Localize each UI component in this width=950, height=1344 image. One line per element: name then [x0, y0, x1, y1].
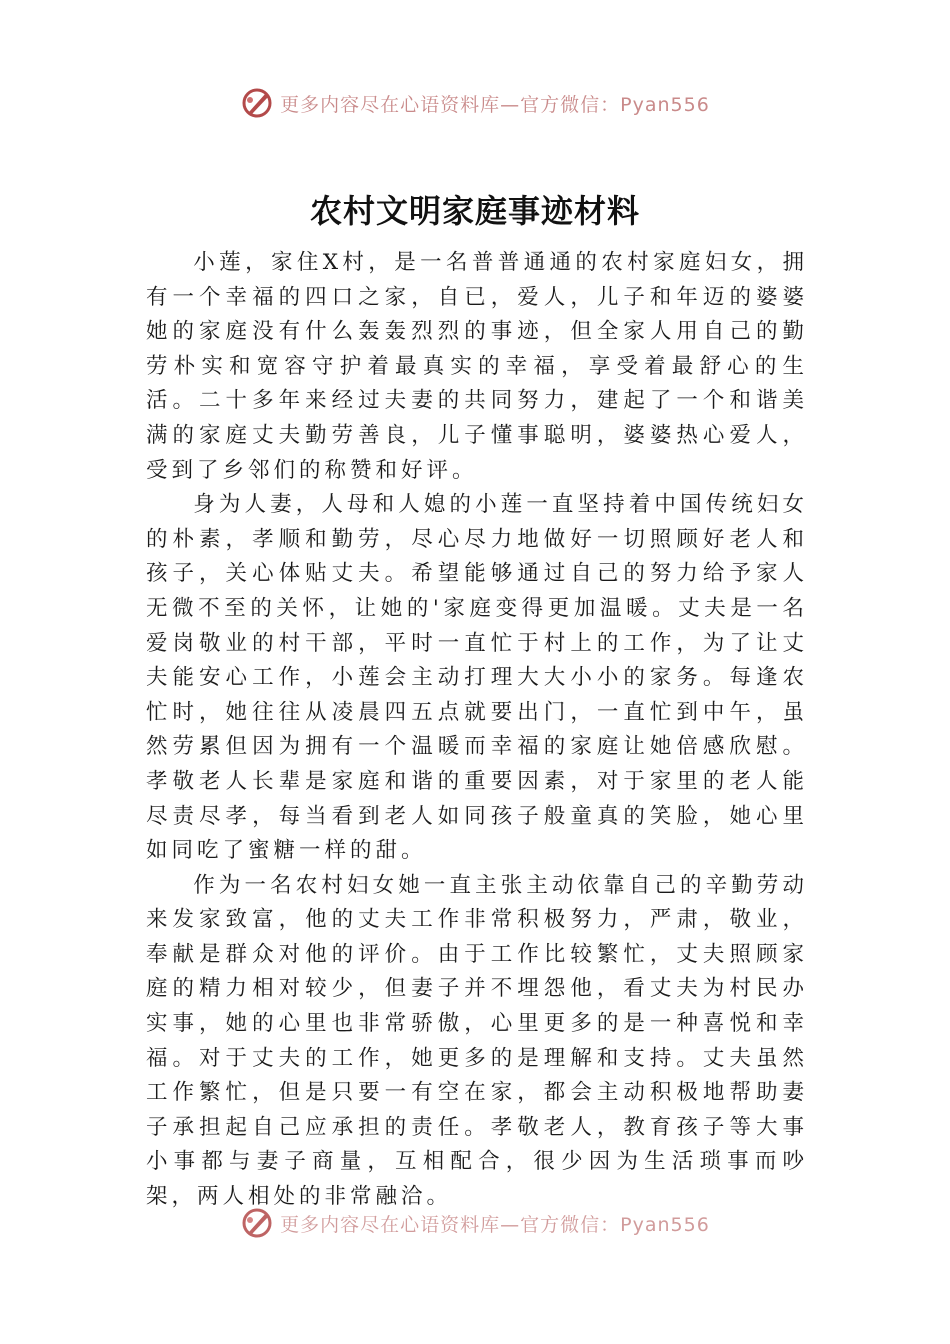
- paragraph-1: 小莲，家住X村，是一名普普通通的农村家庭妇女，拥有一个幸福的四口之家，自已，爱人，儿子和年迈的婆婆她的家庭没有什么轰轰烈烈的事迹，但全家人用自己的勤劳朴实和宽容守护着最真实的幸福，享受着最舒心的生活。二十多年来经过夫妻的共同努力，建起了一个和谐美满的家庭丈夫勤劳善良，儿子懂事聪明，婆婆热心爱人，受到了乡邻们的称赞和好评。: [146, 250, 808, 483]
- watermark-header: [0, 86, 950, 120]
- watermark-text: 更多内容尽在心语资料库—官方微信：Pyan556: [280, 1213, 710, 1236]
- paragraph-2: 身为人妻，人母和人媳的小莲一直坚持着中国传统妇女的朴素，孝顺和勤劳，尽心尽力地做好一切照顾好老人和孩子，关心体贴丈夫。希望能够通过自己的努力给予家人无微不至的关怀，让她的'家庭变得更加温暖。丈夫是一名爱岗敬业的村干部，平时一直忙于村上的工作，为了让丈夫能安心工作，小莲会主动打理大大小小的家务。每逢农忙时，她往往从凌晨四五点就要出门，一直忙到中午，虽然劳累但因为拥有一个温暖而幸福的家庭让她倍感欣慰。孝敬老人长辈是家庭和谐的重要因素，对于家里的老人能尽责尽孝，每当看到老人如同孩子般童真的笑脸，她心里如同吃了蜜糖一样的甜。: [146, 492, 808, 864]
- watermark-footer: [0, 1206, 950, 1240]
- document-title: 农村文明家庭事迹材料: [309, 192, 640, 230]
- document-body: [146, 246, 808, 1215]
- pen-circle-logo-icon: [240, 86, 274, 120]
- paragraph-3: 作为一名农村妇女她一直主张主动依靠自己的辛勤劳动来发家致富，他的丈夫工作非常积极努力，严肃，敬业，奉献是群众对他的评价。由于工作比较繁忙，丈夫照顾家庭的精力相对较少，但妻子并不埋怨他，看丈夫为村民办实事，她的心里也非常骄傲，心里更多的是一种喜悦和幸福。对于丈夫的工作，她更多的是理解和支持。丈夫虽然工作繁忙，但是只要一有空在家，都会主动积极地帮助妻子承担起自己应承担的责任。孝敬老人，教育孩子等大事小事都与妻子商量，互相配合，很少因为生活琐事而吵架，两人相处的非常融洽。: [146, 872, 808, 1210]
- pen-circle-logo-icon: [240, 1206, 274, 1240]
- watermark-text: 更多内容尽在心语资料库—官方微信：Pyan556: [280, 93, 710, 116]
